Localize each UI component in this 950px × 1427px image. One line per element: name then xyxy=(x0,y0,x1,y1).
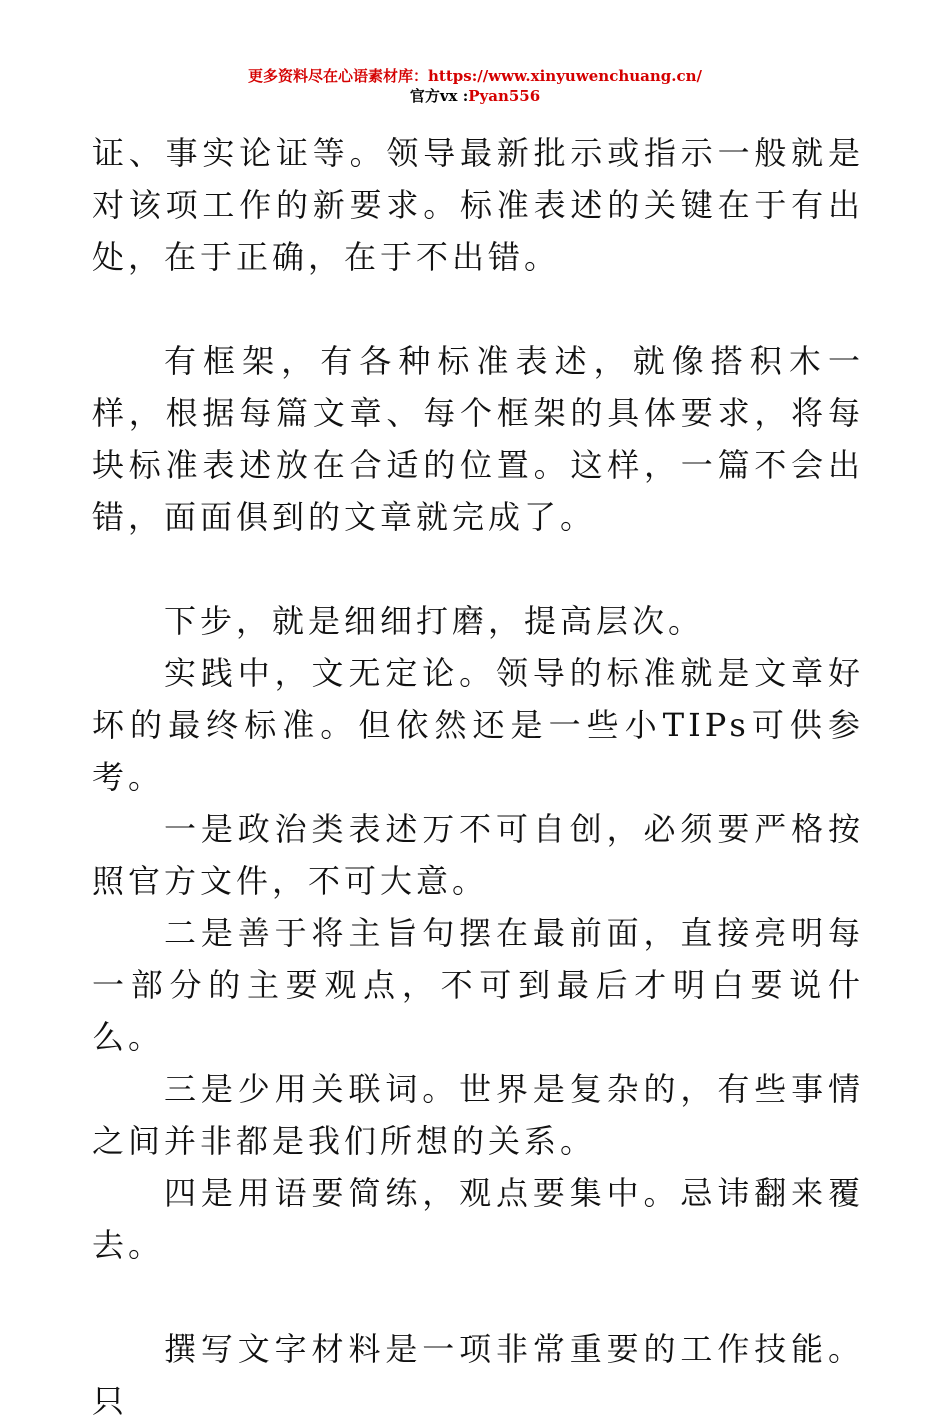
header-line-1 xyxy=(0,66,950,86)
header-line-2 xyxy=(0,86,950,106)
paragraph-gap xyxy=(92,1271,864,1323)
document-body xyxy=(92,127,864,1427)
tip-one: 一是政治类表述万不可自创，必须要严格按照官方文件，不可大意。 xyxy=(92,810,864,900)
paragraph-practice: 实践中，文无定论。领导的标准就是文章好坏的最终标准。但依然还是一些小TIPs可供参考。 xyxy=(92,654,864,796)
paragraph-gap xyxy=(92,283,864,335)
header-vx-id: Pyan556 xyxy=(468,87,541,105)
paragraph-framework: 有框架，有各种标准表述，就像搭积木一样，根据每篇文章、每个框架的具体要求，将每块标准表述放在合适的位置。这样，一篇不会出错，面面俱到的文章就完成了。 xyxy=(92,342,864,536)
tip-four: 四是用语要简练，观点要集中。忌讳翻来覆去。 xyxy=(92,1174,864,1264)
header-vx-label: 官方vx : xyxy=(409,87,469,105)
header-url-link[interactable]: https://www.xinyuwenchuang.cn/ xyxy=(428,67,702,85)
paragraph-gap xyxy=(92,543,864,595)
paragraph-closing: 撰写文字材料是一项非常重要的工作技能。只 xyxy=(92,1330,864,1420)
page-header xyxy=(0,66,950,106)
tip-three: 三是少用关联词。世界是复杂的，有些事情之间并非都是我们所想的关系。 xyxy=(92,1070,864,1160)
paragraph-next-step: 下步，就是细细打磨，提高层次。 xyxy=(164,602,705,640)
header-site-label: 更多资料尽在心语素材库： xyxy=(248,67,429,85)
paragraph-continued: 证、事实论证等。领导最新批示或指示一般就是对该项工作的新要求。标准表述的关键在于有出处，在于正确，在于不出错。 xyxy=(92,134,864,276)
tip-two: 二是善于将主旨句摆在最前面，直接亮明每一部分的主要观点，不可到最后才明白要说什么。 xyxy=(92,914,864,1056)
